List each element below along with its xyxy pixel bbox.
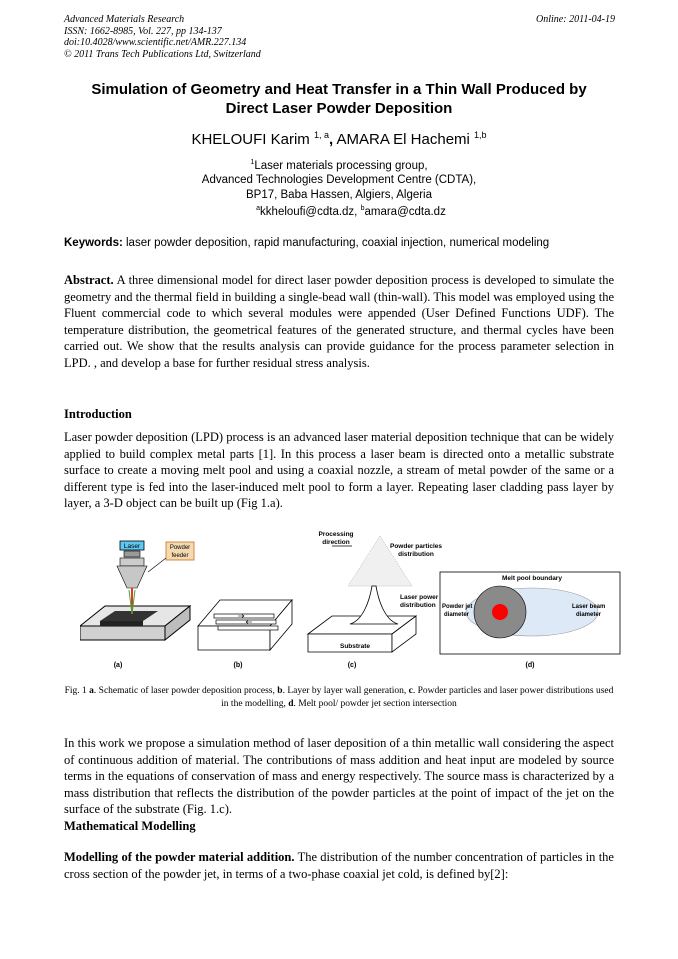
paper-title [56,80,622,118]
jet-diameter-label-1: Powder jet [442,604,473,610]
caption-t4: . Melt pool/ powder jet section intersection [293,699,457,709]
powder-particles-label-2: distribution [398,551,434,558]
abstract-text: A three dimensional model for direct laser powder deposition process is developed to simulate the geometry and the thermal field in building a single-bead wall (thin-wall). This model was employed using the Fluent commercial code to which several modules were appended (User Defined Functions UDF). The temperature distribution, the geometrical features of the generated structure, and thermal cycles have been carried out. We show that the results analysis can provide guidance for the process parameter selection in LPD. , and develop a base for further residual stress analysis. [64,273,614,370]
figure-panel-a [80,541,194,669]
email-sup-a: a [256,205,261,213]
body-paragraph: In this work we propose a simulation method of laser deposition of a thin metallic wall considering the aspect of continuous addition of material. The contributions of mass addition and heat input are modeled by source terms in the equations of conservation of mass and energy respectively. The source mass is characterized by a mass distribution that reflects the distribution of the powder particles at the point of impact of the jet on the surface of the substrate (Fig. 1.c). [64,736,614,817]
math-modelling-heading: Mathematical Modelling [64,819,196,833]
figure-caption [64,685,614,711]
author-2-affil: 1,b [474,130,487,140]
powder-feeder-label-2: feeder [171,553,189,559]
beam-diameter-label-1: Laser beam [572,604,606,610]
caption-a: a [89,686,94,696]
journal-name: Advanced Materials Research [64,14,185,25]
title-line-2: Direct Laser Powder Deposition [225,100,453,117]
laser-power-label-2: distribution [400,602,436,609]
affil-line-1: Laser materials processing group, [254,159,428,172]
author-1-affil: 1, a [313,130,329,140]
jet-diameter-label-2: diameter [444,612,470,618]
caption-t2: . Layer by layer wall generation, [282,686,409,696]
substrate-label: Substrate [340,643,370,650]
caption-c: c [408,686,413,696]
title-line-1: Simulation of Geometry and Heat Transfer in a Thin Wall Produced by [91,81,587,98]
abstract-label: Abstract. [64,273,114,287]
caption-fig: Fig. 1 [64,686,90,696]
author-2: AMARA El Hachemi [336,131,470,148]
issn: ISSN: 1662-8985, Vol. 227, pp 134-137 [64,25,222,37]
panel-b-label: (b) [233,662,243,669]
author-line: KHELOUFI Karim $^{1, a}$, AMARA El Hachemi $^{1,b}$ [191,130,487,148]
processing-direction-label-2: direction [322,539,350,546]
online-date: Online: 2011-04-19 [536,14,615,25]
keywords-label: Keywords: [64,237,123,249]
powder-particles-label-1: Powder particles [389,543,443,550]
keywords-text: laser powder deposition, rapid manufacturing, coaxial injection, numerical modeling [122,237,550,249]
author-1: KHELOUFI Karim [191,131,310,148]
melt-pool-label: Melt pool boundary [502,575,562,582]
copyright: © 2011 Trans Tech Publications Ltd, Switzerland [64,48,261,60]
email-a: kkheloufi@cdta.dz, [260,206,361,219]
affiliation [0,156,678,220]
email-sup-b: b [360,205,365,213]
figure-panel-b [198,600,292,669]
abstract [64,272,614,372]
laser-label: Laser [123,543,141,550]
panel-c-label: (c) [347,662,357,669]
emails [0,202,678,219]
laser-power-label-1: Laser power [400,594,439,601]
caption-d: d [288,699,294,709]
affil-line-2: Advanced Technologies Development Centre (CDTA), [201,174,477,187]
affil-sup: 1 [250,159,255,166]
introduction-text: Laser powder deposition (LPD) process is an advanced laser material deposition technique that can be widely applied to build complex metal parts [1]. In this process a laser beam is directed onto a metallic substrate surface to create a moving melt pool and using a coaxial nozzle, a stream of metal powder of the same or a different type is fed into the laser-induced melt pool to form a layer. Repeating laser cladding pass layer by layer, a 3-D object can be built up (Fig 1.a). [64,430,614,511]
caption-t3: . Powder particles and laser power distributions used in the modelling, [221,686,614,709]
beam-diameter-label-2: diameter [576,612,602,618]
powder-feeder-label-1: Powder [169,545,191,551]
affil-line-3: BP17, Baba Hassen, Algiers, Algeria [245,188,433,201]
caption-t1: . Schematic of laser powder deposition process, [93,686,278,696]
introduction-heading: Introduction [64,407,132,421]
panel-a-label: (a) [113,662,123,669]
figure-1 [80,528,625,673]
figure-panel-d [440,572,620,669]
doi: doi:10.4028/www.scientific.net/AMR.227.134 [64,37,247,48]
email-b: amara@cdta.dz [364,206,446,219]
figure-panel-c [308,531,442,669]
powder-addition-paragraph [64,849,614,882]
powder-addition-text: The distribution of the number concentration of particles in the cross section of the powder jet, in terms of a two-phase coaxial jet cold, is defined by[2]: [64,850,614,881]
caption-b: b [277,686,283,696]
panel-d-label: (d) [525,662,535,669]
processing-direction-label-1: Processing [318,531,354,538]
journal-header [64,14,261,60]
keywords [64,237,624,249]
powder-addition-label: Modelling of the powder material addition. [64,850,295,864]
